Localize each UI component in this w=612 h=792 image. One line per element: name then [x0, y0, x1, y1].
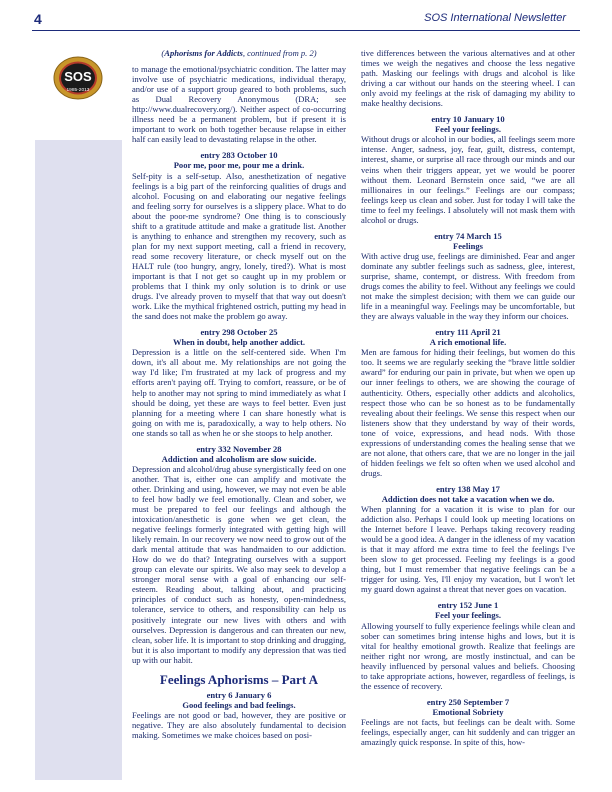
right-intro: tive differences between the various alternatives and at other times we weigh the negatives and choose the less negative path. Masking our feelings with drugs and alcohol is like driving a car without our hands on the steering wheel. I can only avoid my feelings at the risk of damaging my ability to make healthy decisions. — [361, 48, 575, 109]
entry-body: Feelings are not facts, but feelings can be dealt with. Some feelings, especially anger, can hit suddenly and can trigger an amazingly quick response. In spite of this, how- — [361, 716, 575, 748]
entry-body: Men are famous for hiding their feelings, but women do this too. It seems we are regularly seeking the “brave little soldier award” for enduring our pain in private, but when we open up our inner feelings to others, we are showing the courage of authenticity. Others, especially other addicts and alcoholics, respect those who can be so honest as to be fundamentally revealing about their feelings. We sense this respect when our listeners show that they understand by way of their words, tone of voice, expressions, and head nods. With those expressions of understanding comes the healing sense that we are not alone, that others care, that we are no longer in the jail of hidden feelings we felt so often when we used alcohol and drugs. — [361, 347, 575, 478]
entry-body: Depression is a little on the self-centered side. When I'm down, it's all about me. My relationships are not going the way I'd like; I'm frustrated at my lack of progress and my efforts aren't paying off. Trying to comfort, reassure, or be of help to another may not spring to mind immediately as what I should be doing, yet these are ways to feel better. Even just planning for a meeting where I can share honestly what is going on with me is, paradoxically, a way to help others. No one stands so tall as when he or she stoops to help another. — [132, 347, 346, 438]
entry-heading: entry 152 June 1 — [437, 600, 499, 611]
entry-heading: entry 74 March 15 — [434, 230, 502, 241]
continuation-title: Aphorisms for Addicts — [164, 48, 243, 58]
sidebar-panel — [35, 140, 122, 780]
entry-title: Feelings — [453, 240, 483, 251]
entry-title: When in doubt, help another addict. — [172, 337, 306, 348]
entry-heading: entry 332 November 28 — [196, 443, 282, 454]
entry-body: Depression and alcohol/drug abuse synergistically feed on one another. That is, either one can amplify and motivate the other. Drinking and using, however, we may not even be able to feel how badly we feel emotionally. Clean and sober, we must be prepared to feel our feelings and although the intoxication/anesthetic is gone when we get clean, the negative feelings formerly integrated with getting high will likely remain. In our recovery we now need to grow out of the dark mental attitude that was handmaiden to our addiction. How do we do that? Integrating ourselves with a support group can elevate our spirits. We also may seek to develop a stronger moral sense with a goal of enhancing our self-esteem. Reading about, talking about, and practicing principles of conduct such as honesty, open-mindedness, tolerance, service to others, and responsibility can help us positively integrate our new lives with others and with ourselves. Depression is dangerous and can threaten our new, clean, sober life. It is important to stop drinking and drugging, but it is also important to modify any depression that was tied up with our habit. — [132, 463, 346, 665]
entry-body: With active drug use, feelings are diminished. Fear and anger dominate any subtler feelings such as sadness, glee, interest, surprise, shame, contempt, or distress. With freedom from drugs comes the ability to feel. Without any feelings we could not make the simplest decision; with them we can guide our life in a meaningful way. Feelings may be uncomfortable, but they are always valuable in the way they inform our choices. — [361, 250, 575, 322]
entry-body: Feelings are not good or bad, however, they are positive or negative. They are also absolutely fundamental to decision making. Sometimes we make choices based on posi- — [132, 709, 346, 740]
entry-title: Feel your feelings. — [434, 610, 502, 621]
newsletter-title: SOS International Newsletter — [424, 12, 566, 24]
page-number: 4 — [34, 11, 42, 27]
sos-logo — [53, 56, 103, 100]
entry-body: Self-pity is a self-setup. Also, anesthetization of negative feelings is a big part of the reinforcing qualities of drugs and alcohol. Focusing on and elaborating our negative feelings and feeling sorry for ourselves is a slippery place. What to do about the poor-me syndrome? One thing is to consciously shift to a gratitude attitude and make a gratitude list. Another is anything to enhance and strengthen my recovery, such as plan for my next support meeting, call a friend in recovery, read some recovery literature, or check myself out on the HALT rule (too hungry, angry, lonely, tired?). What is most important is that I not get so caught up in my problem or problems that I think my only solution is to drink or use drugs. I've already proven to myself that that way out doesn't work. Like the mythical frightened ostrich, putting my head in the sand does not make the problem go away. — [132, 170, 346, 322]
header-rule — [32, 30, 580, 31]
entry-title: Emotional Sobriety — [432, 706, 504, 717]
entry-title: Addiction does not take a vacation when we do. — [381, 493, 555, 504]
entry-body: Without drugs or alcohol in our bodies, all feelings seem more intense. Anger, sadness, joy, fear, guilt, distress, contempt, interest, shame, or surprise all race through our minds and our veins when their triggers appear, yet we would be poorer without them. Leonard Bernstein once said, “we are all millionaires in our feelings.” Feelings are our compass; feelings keep us clean and sober. Just for today I will take the time to feel my feelings. I absolutely will not mask them with alcohol or drugs. — [361, 134, 575, 225]
right-column — [361, 48, 575, 747]
logo-main-text: SOS — [64, 69, 92, 84]
entry-heading: entry 111 April 21 — [435, 327, 501, 338]
logo-years: 1985-2013 — [66, 88, 90, 93]
entry-title: Feel your feelings. — [434, 124, 502, 135]
entry-title: Poor me, poor me, pour me a drink. — [173, 160, 305, 171]
entry-heading: entry 298 October 25 — [200, 327, 278, 338]
entry-body: When planning for a vacation it is wise to plan for our addiction also. Perhaps I could look up meeting locations on the Internet before I leave. Perhaps taking recovery reading would be a good idea. A danger in the idleness of my vacation is that it may afford me extra time to feel the feelings I've been slow to get processed. Feeling my feelings is a good thing, but I must remember that negative feelings can be a trigger for using. Yes, I'll enjoy my vacation, but I won't let my guard down against a threat that never goes on vacation. — [361, 504, 575, 595]
section-title: Feelings Aphorisms – Part A — [159, 671, 319, 687]
entry-heading: entry 250 September 7 — [426, 696, 510, 707]
entry-title: Addiction and alcoholism are slow suicide. — [161, 453, 317, 464]
left-intro: to manage the emotional/psychiatric condition. The latter may involve use of psychiatric medications, individual therapy, and/or use of a support group geared to both problems, such as Dual Recovery Anonymous (DRA; see http://www.dualrecovery.org/). Neither aspect of co-occurring illness need be a permanent problem, but if present it is important to work on both together because relapse in either half can easily lead to devastating relapse in the other. — [132, 64, 346, 145]
entry-heading: entry 6 January 6 — [206, 689, 272, 700]
page-header — [0, 0, 612, 30]
entry-title: A rich emotional life. — [429, 337, 507, 348]
left-column — [132, 48, 346, 740]
continuation-suffix: , continued from p. 2) — [242, 48, 317, 58]
entry-title: Good feelings and bad feelings. — [182, 699, 296, 710]
entry-heading: entry 10 January 10 — [431, 114, 505, 125]
continuation-note: (Aphorisms for Addicts, continued from p. 2) — [161, 48, 317, 58]
entry-heading: entry 138 May 17 — [436, 483, 500, 494]
entry-heading: entry 283 October 10 — [200, 150, 278, 161]
entry-body: Allowing yourself to fully experience feelings while clean and sober can sometimes bring intense highs and lows, but it is vital for healthy emotional growth. Realize that feelings are neither right nor wrong, are mostly instinctual, and can be heavily influenced by personal values and beliefs. Choosing to take appropriate actions, however, regardless of feelings, is the essence of recovery. — [361, 620, 575, 691]
